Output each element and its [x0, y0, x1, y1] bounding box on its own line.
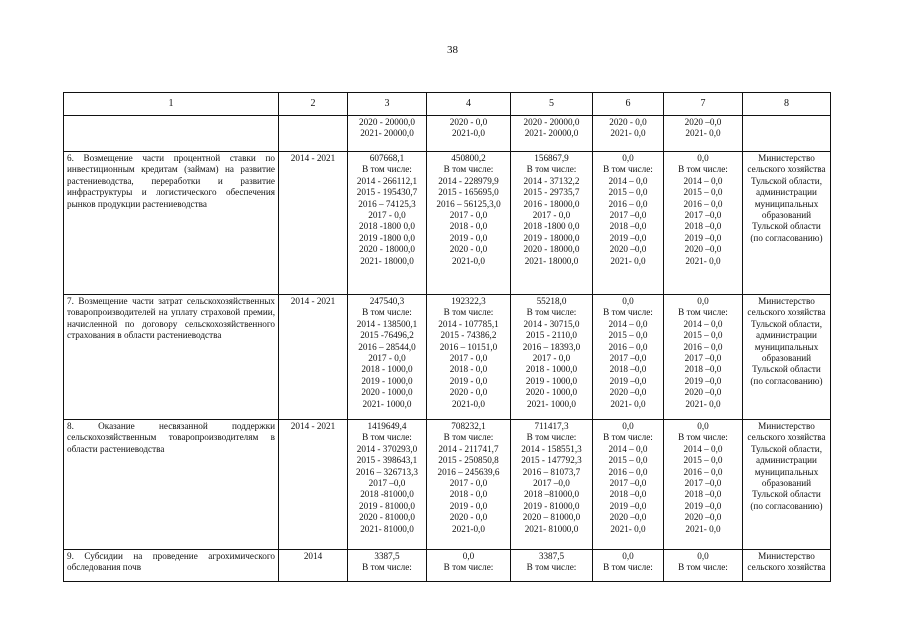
cell-line: администрации	[756, 455, 817, 466]
cell-line: Тульской области	[752, 489, 821, 500]
cell-line: 2016 - 18000,0	[523, 198, 580, 209]
page-number: 38	[447, 44, 458, 56]
cell-line: 2018 - 1000,0	[525, 364, 578, 375]
cell-line: 2015 – 0,0	[683, 455, 723, 466]
cell-line: 2021- 0,0	[685, 398, 721, 409]
cell-line: Министерство	[758, 551, 815, 561]
period-cell	[279, 116, 348, 152]
cell-line: администрации	[756, 330, 817, 341]
header-cell: 7	[664, 93, 743, 116]
cell-line: В том числе:	[362, 164, 412, 175]
cell-line: 450800,2	[451, 153, 486, 163]
cell-line: 2018 - 1000,0	[361, 364, 413, 375]
cell-line: 2018 - 0,0	[449, 221, 488, 232]
cell-line: 2014 – 0,0	[683, 443, 723, 454]
cell-line: 0,0	[622, 153, 634, 163]
cell-line: 2019 - 0,0	[449, 500, 488, 511]
cell-line: (по согласованию)	[750, 232, 823, 243]
funding-cell	[511, 420, 593, 550]
cell-line: 2019 - 1000,0	[361, 375, 413, 386]
table-row	[64, 295, 831, 420]
funding-cell	[593, 420, 664, 550]
cell-line: 2015 - 195430,7	[356, 187, 418, 198]
cell-line: 2019 - 0,0	[449, 232, 488, 243]
cell-line: В том числе:	[603, 164, 653, 175]
cell-line: 2016 – 0,0	[683, 341, 723, 352]
cell-line: В том числе:	[526, 164, 577, 175]
cell-line: 2017 –0,0	[609, 353, 647, 364]
cell-line: Тульской области	[752, 364, 821, 375]
cell-line: 2016 – 10151,0	[439, 341, 498, 352]
funding-cell	[427, 550, 511, 582]
cell-line: 2016 – 74125,3	[358, 198, 416, 209]
cell-line: В том числе:	[526, 307, 577, 318]
cell-line: 2015 – 0,0	[683, 330, 723, 341]
funding-cell	[511, 116, 593, 152]
cell-line: муниципальных	[754, 198, 819, 209]
cell-line: 2021- 1000,0	[527, 398, 576, 409]
cell-line: 2014 – 0,0	[683, 318, 723, 329]
table-row	[64, 152, 831, 295]
cell-line: 2019 - 0,0	[449, 375, 488, 386]
cell-line: 2020 –0,0	[684, 244, 722, 255]
header-cell: 2	[279, 93, 348, 116]
cell-line: 2021-0,0	[452, 398, 485, 409]
cell-line: 0,0	[622, 551, 634, 561]
cell-line: 2014 - 107785,1	[438, 318, 499, 329]
cell-line: В том числе:	[678, 307, 728, 318]
cell-line: 2021- 20000,0	[360, 128, 414, 139]
cell-line: 2014 - 228979,9	[438, 175, 499, 186]
measure-description	[64, 116, 279, 152]
cell-line: 2017 - 0,0	[532, 353, 571, 364]
cell-line: 2020 –0,0	[684, 387, 722, 398]
cell-line: 0,0	[697, 421, 709, 431]
cell-line: 2014 - 266112,1	[356, 175, 418, 186]
cell-line: 2021- 81000,0	[360, 523, 414, 534]
cell-line: 2015 – 0,0	[608, 187, 648, 198]
cell-line: В том числе:	[526, 432, 577, 443]
cell-line: 0,0	[697, 296, 709, 306]
cell-line: В том числе:	[443, 307, 494, 318]
cell-line: 2016 – 0,0	[683, 198, 723, 209]
cell-line: (по согласованию)	[750, 500, 823, 511]
funding-cell	[348, 420, 427, 550]
cell-line: Тульской области	[752, 221, 821, 232]
executor-cell	[743, 116, 831, 152]
cell-line: 2017 –0,0	[609, 210, 647, 221]
executor-cell	[743, 152, 831, 295]
funding-cell	[427, 420, 511, 550]
cell-line: 2020 –0,0	[684, 117, 722, 127]
cell-line: 2016 – 245639,6	[437, 466, 500, 477]
cell-line: 607668,1	[369, 153, 405, 163]
measure-description: 8. Оказание несвязанной поддержки сельскохозяйственным товаропроизводителям в области растениеводства	[64, 420, 279, 550]
cell-line: 2019 –0,0	[609, 232, 647, 243]
executor-cell	[743, 550, 831, 582]
table-row	[64, 420, 831, 550]
cell-line: В том числе:	[603, 307, 653, 318]
cell-line: 2021- 0,0	[685, 523, 721, 534]
cell-line: 2021- 0,0	[685, 128, 721, 139]
header-row	[64, 93, 831, 116]
cell-line: 192322,3	[451, 296, 486, 306]
cell-line: 2018 –0,0	[609, 221, 647, 232]
cell-line: 2017 –0,0	[368, 478, 406, 489]
table-row	[64, 116, 831, 152]
cell-line: 2018 –0,0	[609, 489, 647, 500]
cell-line: Тульской области,	[750, 318, 822, 329]
funding-cell	[511, 152, 593, 295]
cell-line: 2021- 81000,0	[524, 523, 579, 534]
cell-line: 2018 –81000,0	[523, 489, 580, 500]
measure-description: 6. Возмещение части процентной ставки по инвестиционным кредитам (займам) на развитие растениеводства, переработки и развитие инфраструктуры и логистического обеспечения рынков продукции растениеводства	[64, 152, 279, 295]
cell-line: 2019 –0,0	[609, 500, 647, 511]
cell-line: 2017 - 0,0	[368, 210, 406, 221]
cell-line: Министерство	[758, 296, 815, 306]
cell-line: 0,0	[697, 153, 709, 163]
header-cell: 5	[511, 93, 593, 116]
cell-line: образований	[761, 210, 812, 221]
cell-line: 2016 – 56125,3,0	[436, 198, 501, 209]
cell-line: 2017 - 0,0	[532, 210, 571, 221]
cell-line: 2020 - 20000,0	[523, 117, 580, 127]
cell-line: 2018 - 0,0	[449, 489, 488, 500]
cell-line: 2020 - 81000,0	[359, 512, 415, 523]
cell-line: 2014 – 0,0	[608, 318, 648, 329]
header-cell: 8	[743, 93, 831, 116]
cell-line: 2015 - 165695,0	[438, 187, 499, 198]
cell-line: 2015 – 0,0	[608, 455, 648, 466]
cell-line: 2020 –0,0	[684, 512, 722, 523]
cell-line: 2018 –0,0	[684, 221, 722, 232]
funding-cell	[664, 152, 743, 295]
period-cell: 2014 - 2021	[279, 295, 348, 420]
cell-line: 2014 - 37132,2	[523, 175, 580, 186]
cell-line: 2020 –0,0	[609, 512, 647, 523]
cell-line: (по согласованию)	[750, 375, 823, 386]
cell-line: 2016 – 0,0	[683, 466, 723, 477]
cell-line: 2020 - 0,0	[449, 244, 488, 255]
cell-line: 2015 - 147792,3	[521, 455, 582, 466]
header-cell: 6	[593, 93, 664, 116]
executor-cell	[743, 295, 831, 420]
cell-line: В том числе:	[603, 562, 653, 573]
cell-line: 2015 – 0,0	[608, 330, 648, 341]
measure-description: 7. Возмещение части затрат сельскохозяйственных товаропроизводителей на уплату страховой премии, начисленной по договору сельскохозяйственного страхования в области растениеводства	[64, 295, 279, 420]
cell-line: 2016 – 0,0	[608, 198, 648, 209]
funding-cell	[664, 550, 743, 582]
funding-cell	[664, 420, 743, 550]
cell-line: 2018 –0,0	[609, 364, 647, 375]
funding-cell	[593, 550, 664, 582]
cell-line: 2020 - 1000,0	[361, 387, 413, 398]
funding-cell	[348, 295, 427, 420]
cell-line: 2021- 18000,0	[360, 255, 414, 266]
header-cell: 1	[64, 93, 279, 116]
cell-line: сельского хозяйства	[747, 307, 826, 318]
cell-line: 2015 - 250850,8	[438, 455, 499, 466]
cell-line: 2014 - 211741,7	[438, 443, 499, 454]
cell-line: В том числе:	[678, 432, 728, 443]
cell-line: 2019 - 18000,0	[523, 232, 580, 243]
cell-line: Тульской области,	[750, 175, 822, 186]
cell-line: 2014 - 158551,3	[521, 443, 582, 454]
cell-line: 2021- 0,0	[610, 255, 646, 266]
cell-line: образований	[761, 353, 812, 364]
cell-line: 2018 - 0,0	[449, 364, 488, 375]
cell-line: 2020 – 81000,0	[522, 512, 581, 523]
cell-line: 2015 – 0,0	[683, 187, 723, 198]
cell-line: 55218,0	[536, 296, 567, 306]
cell-line: 2021- 20000,0	[524, 128, 579, 139]
cell-line: 156867,9	[534, 153, 569, 163]
funding-cell	[511, 550, 593, 582]
cell-line: 2019 - 1000,0	[525, 375, 578, 386]
cell-line: 2019 -1800 0,0	[359, 232, 415, 243]
cell-line: 1419649,4	[367, 421, 407, 431]
cell-line: 2017 - 0,0	[449, 478, 488, 489]
executor-cell	[743, 420, 831, 550]
cell-line: 2021- 0,0	[610, 128, 646, 139]
cell-line: 2019 –0,0	[684, 232, 722, 243]
funding-cell	[348, 116, 427, 152]
cell-line: В том числе:	[443, 562, 494, 573]
funding-cell	[427, 152, 511, 295]
cell-line: 2018 –0,0	[684, 489, 722, 500]
cell-line: 2018 -1800 0,0	[523, 221, 580, 232]
cell-line: 2018 -81000,0	[360, 489, 414, 500]
cell-line: 2019 - 81000,0	[523, 500, 580, 511]
cell-line: 0,0	[622, 421, 634, 431]
cell-line: 2020 - 0,0	[449, 387, 488, 398]
cell-line: 0,0	[622, 296, 634, 306]
cell-line: 2021- 0,0	[610, 523, 646, 534]
cell-line: 2016 – 81073,7	[522, 466, 581, 477]
header-cell: 4	[427, 93, 511, 116]
funding-cell	[664, 116, 743, 152]
period-cell: 2014 - 2021	[279, 420, 348, 550]
cell-line: 2014 - 370293,0	[356, 443, 418, 454]
cell-line: 2020 - 0,0	[449, 512, 488, 523]
period-cell: 2014 - 2021	[279, 152, 348, 295]
cell-line: Тульской области,	[750, 443, 822, 454]
cell-line: 0,0	[462, 551, 475, 561]
cell-line: 2018 –0,0	[684, 364, 722, 375]
funding-cell	[664, 295, 743, 420]
cell-line: 2014 - 30715,0	[523, 318, 580, 329]
cell-line: В том числе:	[603, 432, 653, 443]
funding-cell	[511, 295, 593, 420]
cell-line: 2016 – 326713,3	[355, 466, 418, 477]
cell-line: 2021- 0,0	[610, 398, 646, 409]
cell-line: 2017 - 0,0	[449, 353, 488, 364]
cell-line: 2021-0,0	[452, 128, 485, 139]
cell-line: 2021- 1000,0	[362, 398, 412, 409]
cell-line: В том числе:	[362, 307, 412, 318]
cell-line: 2015 - 29735,7	[523, 187, 580, 198]
cell-line: 2017 –0,0	[684, 353, 722, 364]
cell-line: 3387,5	[374, 551, 400, 561]
cell-line: 0,0	[697, 551, 709, 561]
cell-line: 2014 – 0,0	[683, 175, 723, 186]
cell-line: 2021-0,0	[452, 523, 485, 534]
funding-cell	[348, 550, 427, 582]
cell-line: 2014 – 0,0	[608, 175, 648, 186]
cell-line: 2020 - 1000,0	[525, 387, 578, 398]
cell-line: 2015 - 74386,2	[440, 330, 497, 341]
cell-line: 2014 – 0,0	[608, 443, 648, 454]
cell-line: 2017 –0,0	[609, 478, 647, 489]
funding-cell	[593, 295, 664, 420]
cell-line: сельского хозяйства	[747, 562, 826, 573]
program-table	[63, 92, 831, 582]
cell-line: 2021- 18000,0	[524, 255, 579, 266]
cell-line: 2017 - 0,0	[449, 210, 488, 221]
cell-line: 2020 –0,0	[609, 387, 647, 398]
cell-line: 2020 - 20000,0	[359, 117, 415, 127]
cell-line: образований	[761, 478, 812, 489]
table-body	[64, 116, 831, 582]
cell-line: 2016 – 18393,0	[522, 341, 581, 352]
cell-line: 2014 - 138500,1	[356, 318, 418, 329]
cell-line: 2016 – 28544,0	[358, 341, 416, 352]
header-cell: 3	[348, 93, 427, 116]
cell-line: 2020 - 0,0	[609, 117, 647, 127]
measure-description: 9. Субсидии на проведение агрохимического обследования почв	[64, 550, 279, 582]
cell-line: 2016 – 0,0	[608, 341, 648, 352]
cell-line: 2017 –0,0	[533, 478, 570, 489]
cell-line: В том числе:	[678, 164, 728, 175]
cell-line: 708232,1	[451, 421, 486, 431]
cell-line: 2015 - 2110,0	[526, 330, 577, 341]
cell-line: В том числе:	[526, 562, 577, 573]
cell-line: Министерство	[758, 153, 815, 163]
cell-line: 2017 –0,0	[684, 210, 722, 221]
cell-line: Министерство	[758, 421, 815, 431]
cell-line: 2017 - 0,0	[368, 353, 406, 364]
funding-cell	[427, 116, 511, 152]
cell-line: 2019 - 81000,0	[359, 500, 415, 511]
cell-line: 2021-0,0	[452, 255, 485, 266]
cell-line: сельского хозяйства	[747, 164, 826, 175]
cell-line: В том числе:	[362, 432, 412, 443]
table-row	[64, 550, 831, 582]
cell-line: В том числе:	[443, 164, 494, 175]
cell-line: 711417,3	[534, 421, 569, 431]
cell-line: В том числе:	[362, 562, 412, 573]
cell-line: 2020 - 0,0	[449, 117, 488, 127]
cell-line: 2021- 0,0	[685, 255, 721, 266]
cell-line: 2018 -1800 0,0	[359, 221, 415, 232]
cell-line: администрации	[756, 187, 817, 198]
cell-line: 2019 –0,0	[684, 375, 722, 386]
cell-line: 2015 - 398643,1	[356, 455, 418, 466]
funding-cell	[348, 152, 427, 295]
cell-line: 2020 - 18000,0	[523, 244, 580, 255]
cell-line: муниципальных	[754, 341, 819, 352]
cell-line: муниципальных	[754, 466, 819, 477]
cell-line: сельского хозяйства	[747, 432, 826, 443]
cell-line: 247540,3	[369, 296, 405, 306]
cell-line: 2020 - 18000,0	[359, 244, 415, 255]
period-cell: 2014	[279, 550, 348, 582]
cell-line: В том числе:	[443, 432, 494, 443]
cell-line: 2020 –0,0	[609, 244, 647, 255]
cell-line: 2017 –0,0	[684, 478, 722, 489]
cell-line: 2015 -76496,2	[360, 330, 414, 341]
funding-cell	[593, 116, 664, 152]
cell-line: 3387,5	[538, 551, 565, 561]
funding-cell	[593, 152, 664, 295]
cell-line: 2016 – 0,0	[608, 466, 648, 477]
cell-line: 2019 –0,0	[684, 500, 722, 511]
cell-line: В том числе:	[678, 562, 728, 573]
cell-line: 2019 –0,0	[609, 375, 647, 386]
funding-cell	[427, 295, 511, 420]
